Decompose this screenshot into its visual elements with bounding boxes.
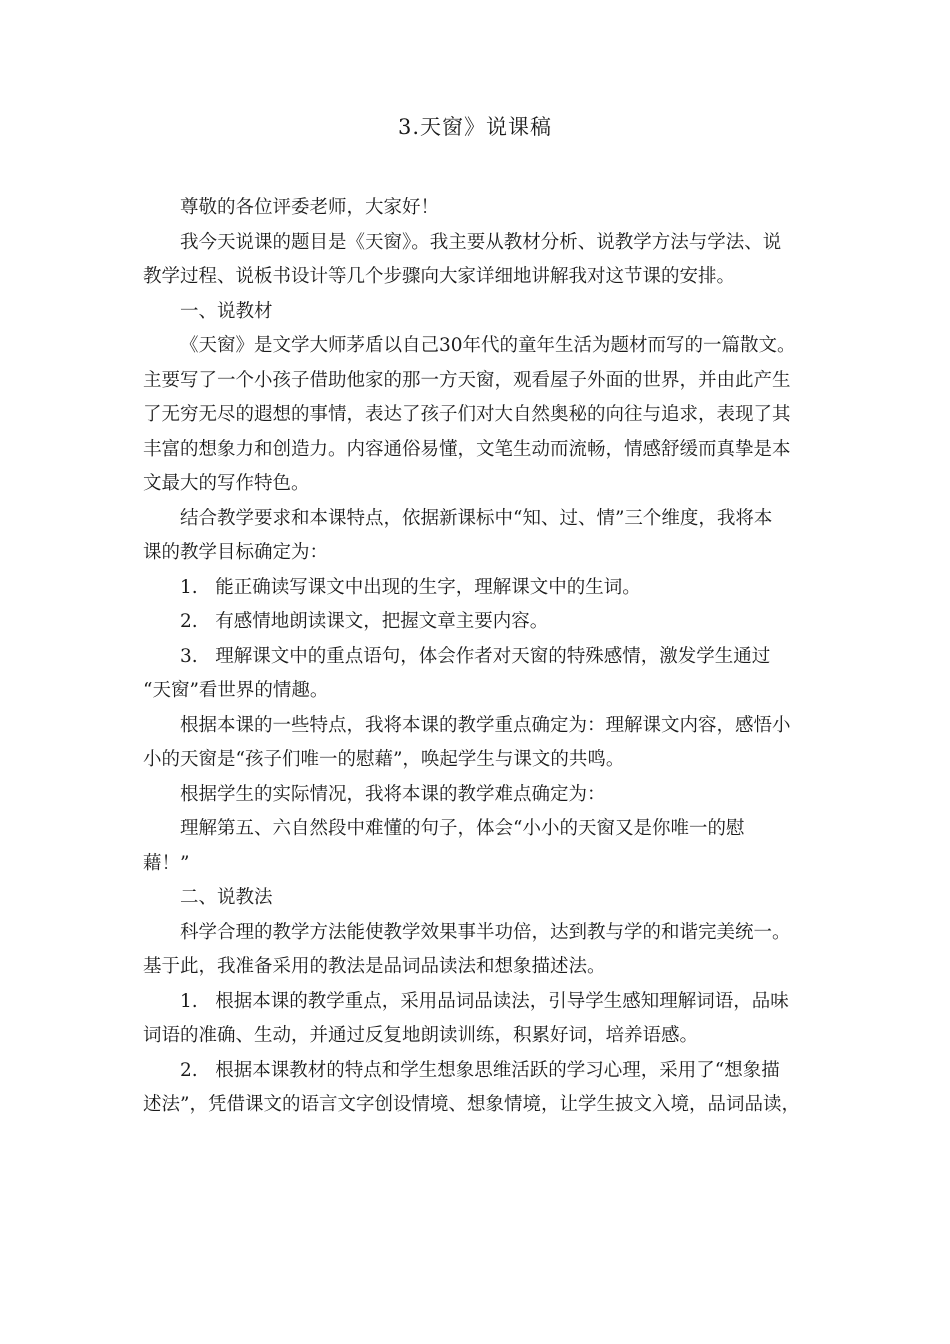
paragraph-line: 小的天窗是“孩子们唯一的慰藉”，唤起学生与课文的共鸣。	[143, 749, 625, 770]
list-item: 1. 能正确读写课文中出现的生字，理解课文中的生词。	[180, 576, 641, 598]
list-item-continuation: 述法”，凭借课文的语言文字创设情境、想象情境，让学生披文入境，品词品读，	[143, 1094, 800, 1115]
list-item: 2. 根据本课教材的特点和学生想象思维活跃的学习心理，采用了“想象描	[180, 1059, 780, 1081]
list-item-continuation: “天窗”看世界的情趣。	[143, 680, 329, 701]
paragraph-line: 《天窗》是文学大师茅盾以自己30年代的童年生活为题材而写的一篇散文。	[180, 335, 796, 356]
paragraph-line: 课的教学目标确定为：	[143, 542, 329, 563]
list-item: 1. 根据本课的教学重点，采用品词品读法，引导学生感知理解词语，品味	[180, 990, 789, 1012]
list-item: 2. 有感情地朗读课文，把握文章主要内容。	[180, 611, 549, 632]
greeting-line: 尊敬的各位评委老师，大家好！	[180, 197, 440, 218]
section-heading: 一、说教材	[180, 300, 273, 322]
paragraph-line: 科学合理的教学方法能使教学效果事半功倍，达到教与学的和谐完美统一。	[180, 921, 791, 943]
paragraph-line: 根据学生的实际情况，我将本课的教学难点确定为：	[180, 783, 606, 805]
paragraph-line: 教学过程、说板书设计等几个步骤向大家详细地讲解我对这节课的安排。	[143, 266, 736, 287]
paragraph-line: 基于此，我准备采用的教法是品词品读法和想象描述法。	[143, 956, 606, 977]
paragraph-line: 丰富的想象力和创造力。内容通俗易懂，文笔生动而流畅，情感舒缓而真挚是本	[143, 438, 791, 460]
paragraph-line: 主要写了一个小孩子借助他家的那一方天窗，观看屋子外面的世界，并由此产生	[143, 369, 791, 391]
document-body	[143, 191, 815, 1123]
paragraph-line: 藉！”	[143, 852, 190, 874]
list-item: 3. 理解课文中的重点语句，体会作者对天窗的特殊感情，激发学生通过	[180, 645, 771, 667]
paragraph-line: 文最大的写作特色。	[143, 473, 310, 494]
paragraph-line: 理解第五、六自然段中难懂的句子，体会“小小的天窗又是你唯一的慰	[180, 818, 745, 839]
paragraph-line: 结合教学要求和本课特点，依据新课标中“知、过、情”三个维度，我将本	[180, 507, 773, 529]
paragraph-line: 我今天说课的题目是《天窗》。我主要从教材分析、说教学方法与学法、说	[180, 231, 782, 253]
paragraph-line: 了无穷无尽的遐想的事情，表达了孩子们对大自然奥秘的向往与追求，表现了其	[143, 404, 791, 425]
section-heading: 二、说教法	[180, 887, 273, 908]
document-title: 3.天窗》说课稿	[397, 115, 553, 139]
paragraph-line: 根据本课的一些特点，我将本课的教学重点确定为：理解课文内容，感悟小	[180, 714, 791, 736]
list-item-continuation: 词语的准确、生动，并通过反复地朗读训练，积累好词，培养语感。	[143, 1025, 699, 1046]
